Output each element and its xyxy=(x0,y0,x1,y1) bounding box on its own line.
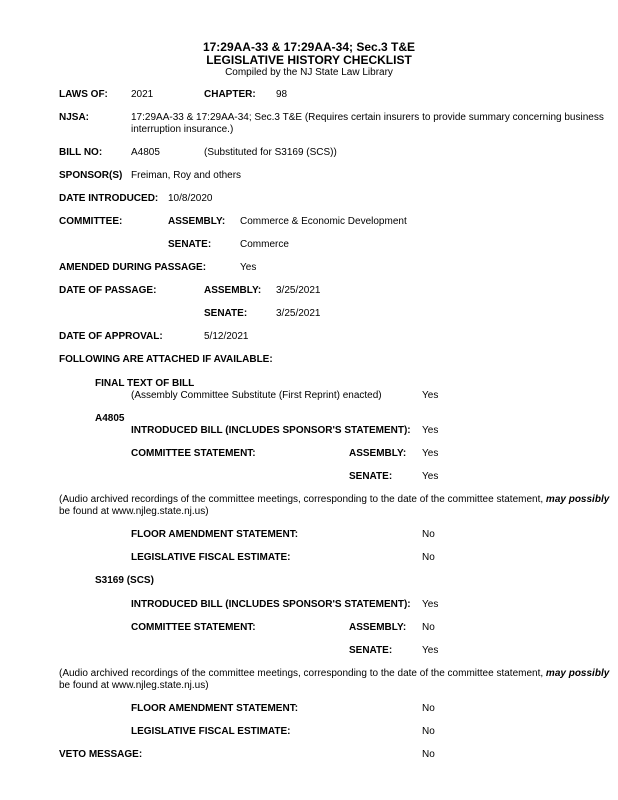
a4805-introduced-value: Yes xyxy=(422,425,439,436)
a4805-assembly-label: ASSEMBLY: xyxy=(349,448,407,459)
a4805-introduced-label: INTRODUCED BILL (INCLUDES SPONSOR'S STATEMENT): xyxy=(131,425,411,436)
committee-senate-label: SENATE: xyxy=(168,239,212,250)
a4805-fiscal-label: LEGISLATIVE FISCAL ESTIMATE: xyxy=(131,552,291,563)
passage-assembly-label: ASSEMBLY: xyxy=(204,285,262,296)
a4805-audio-note-line2: be found at www.njleg.state.nj.us) xyxy=(59,506,209,517)
committee-assembly-value: Commerce & Economic Development xyxy=(240,216,407,227)
s3169-audio-emphasis: may possibly xyxy=(545,668,610,679)
committee-assembly-label: ASSEMBLY: xyxy=(168,216,226,227)
following-heading: FOLLOWING ARE ATTACHED IF AVAILABLE: xyxy=(59,354,273,365)
date-of-approval-label: DATE OF APPROVAL: xyxy=(59,331,163,342)
date-introduced-value: 10/8/2020 xyxy=(168,193,213,204)
bill-no-value: A4805 xyxy=(131,147,160,158)
s3169-fiscal-label: LEGISLATIVE FISCAL ESTIMATE: xyxy=(131,726,291,737)
s3169-committee-statement-label: COMMITTEE STATEMENT: xyxy=(131,622,256,633)
document-subtitle: LEGISLATIVE HISTORY CHECKLIST xyxy=(206,53,412,67)
a4805-fiscal-value: No xyxy=(422,552,435,563)
s3169-fiscal-value: No xyxy=(422,726,435,737)
veto-message-value: No xyxy=(422,749,435,760)
passage-assembly-value: 3/25/2021 xyxy=(276,285,321,296)
final-text-note: (Assembly Committee Substitute (First Reprint) enacted) xyxy=(131,390,382,401)
njsa-value-line2: interruption insurance.) xyxy=(131,124,234,135)
compiled-by: Compiled by the NJ State Law Library xyxy=(225,67,393,78)
bill-no-note: (Substituted for S3169 (SCS)) xyxy=(204,147,337,158)
s3169-senate-value: Yes xyxy=(422,645,439,656)
laws-of-value: 2021 xyxy=(131,89,154,100)
amended-value: Yes xyxy=(240,262,257,273)
passage-senate-label: SENATE: xyxy=(204,308,248,319)
a4805-heading: A4805 xyxy=(95,413,125,424)
a4805-assembly-value: Yes xyxy=(422,448,439,459)
a4805-committee-statement-label: COMMITTEE STATEMENT: xyxy=(131,448,256,459)
s3169-audio-note-line1: (Audio archived recordings of the committee meetings, corresponding to the date of the committee statement, may possibly xyxy=(59,668,610,679)
chapter-label: CHAPTER: xyxy=(204,89,256,100)
chapter-value: 98 xyxy=(276,89,288,100)
s3169-floor-value: No xyxy=(422,703,435,714)
date-introduced-label: DATE INTRODUCED: xyxy=(59,193,159,204)
committee-senate-value: Commerce xyxy=(240,239,289,250)
s3169-audio-note-line2: be found at www.njleg.state.nj.us) xyxy=(59,680,209,691)
a4805-floor-value: No xyxy=(422,529,435,540)
laws-of-label: LAWS OF: xyxy=(59,89,108,100)
s3169-senate-label: SENATE: xyxy=(349,645,393,656)
a4805-audio-note-line1: (Audio archived recordings of the committee meetings, corresponding to the date of the committee statement, may possibly xyxy=(59,494,610,505)
njsa-value-line1: 17:29AA-33 & 17:29AA-34; Sec.3 T&E (Requires certain insurers to provide summary concerning business xyxy=(131,112,604,123)
sponsors-label: SPONSOR(S) xyxy=(59,170,123,181)
committee-label: COMMITTEE: xyxy=(59,216,123,227)
a4805-floor-label: FLOOR AMENDMENT STATEMENT: xyxy=(131,529,299,540)
a4805-audio-emphasis: may possibly xyxy=(545,494,610,505)
s3169-assembly-label: ASSEMBLY: xyxy=(349,622,407,633)
date-of-passage-label: DATE OF PASSAGE: xyxy=(59,285,157,296)
veto-message-label: VETO MESSAGE: xyxy=(59,749,143,760)
s3169-heading: S3169 (SCS) xyxy=(95,575,154,586)
final-text-value: Yes xyxy=(422,390,439,401)
a4805-senate-label: SENATE: xyxy=(349,471,393,482)
s3169-introduced-value: Yes xyxy=(422,599,439,610)
date-of-approval-value: 5/12/2021 xyxy=(204,331,249,342)
document-title: 17:29AA-33 & 17:29AA-34; Sec.3 T&E xyxy=(202,40,416,54)
amended-label: AMENDED DURING PASSAGE: xyxy=(59,262,207,273)
s3169-introduced-label: INTRODUCED BILL (INCLUDES SPONSOR'S STATEMENT): xyxy=(131,599,411,610)
a4805-senate-value: Yes xyxy=(422,471,439,482)
sponsors-value: Freiman, Roy and others xyxy=(131,170,242,181)
passage-senate-value: 3/25/2021 xyxy=(276,308,321,319)
final-text-label: FINAL TEXT OF BILL xyxy=(95,378,195,389)
s3169-floor-label: FLOOR AMENDMENT STATEMENT: xyxy=(131,703,299,714)
njsa-label: NJSA: xyxy=(59,112,90,123)
s3169-assembly-value: No xyxy=(422,622,435,633)
bill-no-label: BILL NO: xyxy=(59,147,103,158)
